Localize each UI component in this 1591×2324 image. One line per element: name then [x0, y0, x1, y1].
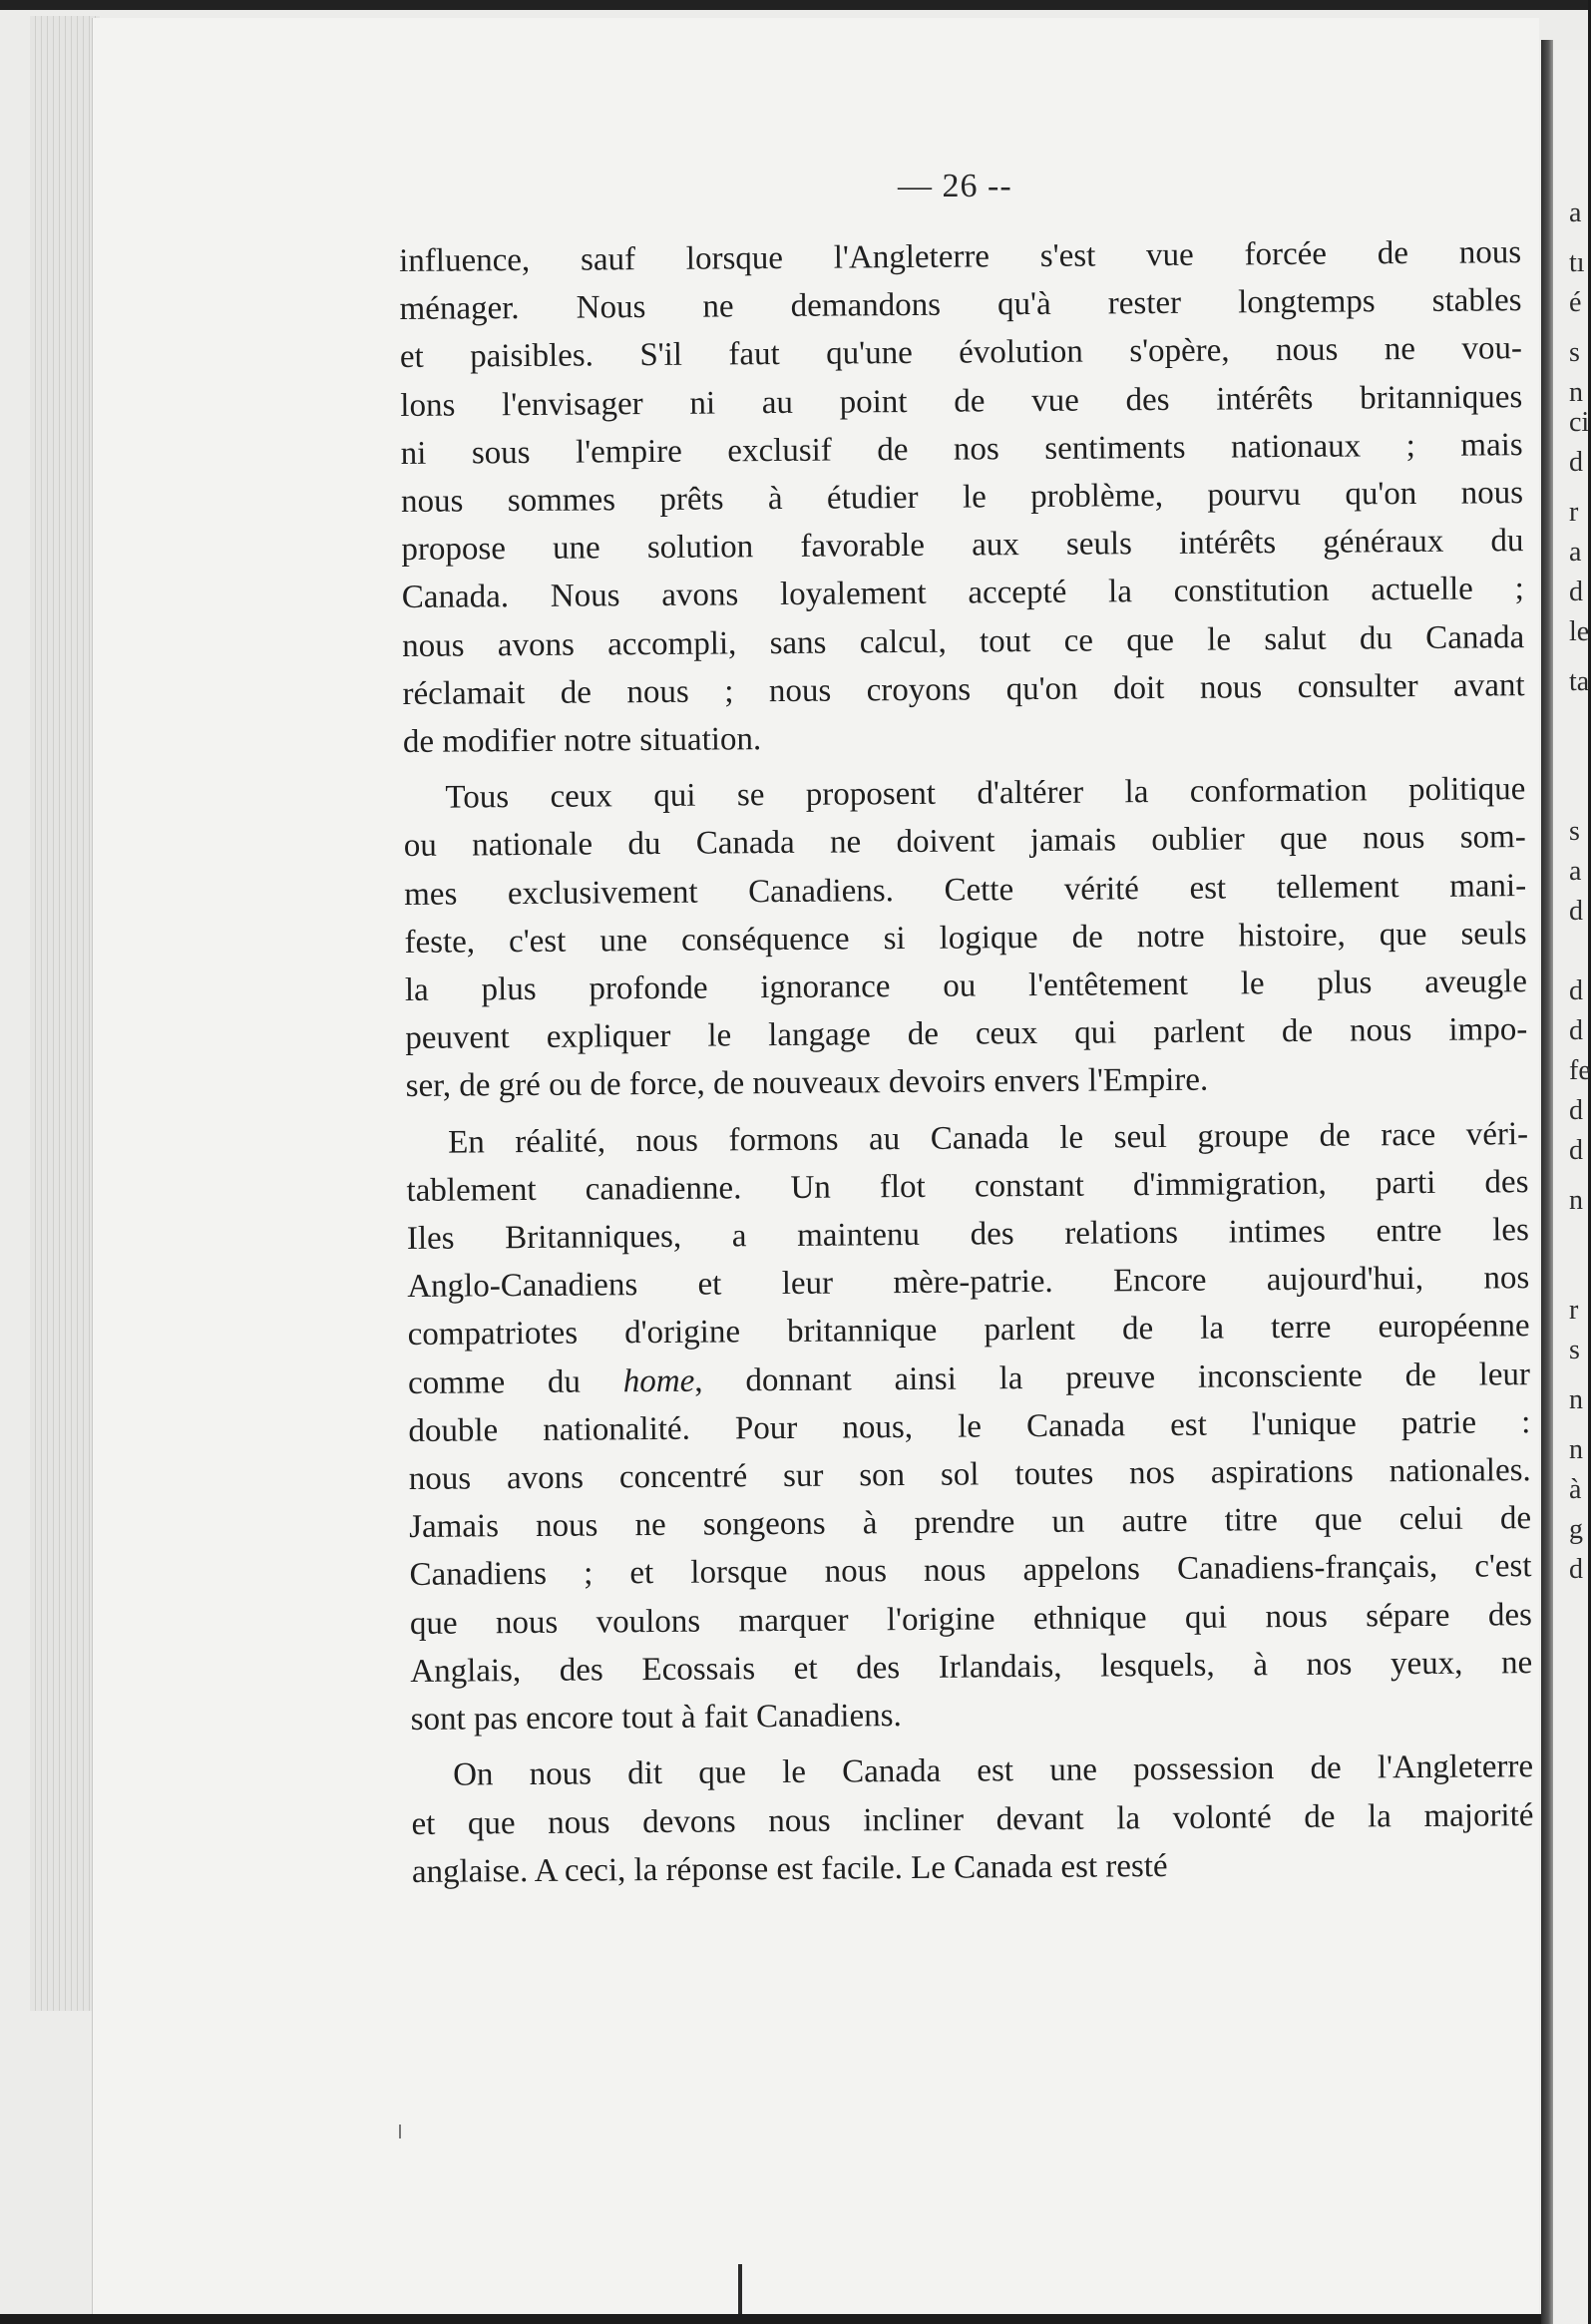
facing-page-letter: r — [1569, 497, 1579, 528]
facing-page-letter: ci — [1569, 407, 1590, 438]
text-line: nous sommes prêts à étudier le problème, pourvu qu'on nous — [400, 475, 1524, 521]
text-line: de modifier notre situation. — [402, 721, 762, 761]
body-text — [399, 228, 1534, 1904]
margin-mark — [399, 2125, 401, 2138]
text-line: la plus profonde ignorance ou l'entêtement le plus aveugle — [404, 964, 1528, 1009]
text-line: Canada. Nous avons loyalement accepté la constitution actuelle ; — [401, 571, 1524, 616]
facing-page-letter: n — [1569, 1185, 1583, 1216]
facing-page-letter: à — [1569, 1474, 1582, 1505]
facing-page-letter: r — [1569, 1295, 1579, 1326]
book-spine — [1541, 40, 1553, 2324]
page-number: — 26 -- — [898, 168, 1012, 204]
text-line: peuvent expliquer le langage de ceux qui parlent de nous impo- — [405, 1011, 1528, 1057]
text-line: Canadiens ; et lorsque nous nous appelons Canadiens-français, c'est — [409, 1548, 1532, 1594]
text-line: et paisibles. S'il faut qu'une évolution s'opère, nous ne vou- — [399, 330, 1523, 376]
facing-page-letter: n — [1569, 377, 1583, 408]
facing-page-letter: a — [1569, 197, 1582, 228]
facing-page-letter: g — [1569, 1514, 1583, 1545]
facing-page-letter: d — [1569, 1015, 1583, 1046]
text-line: On nous dit que le Canada est une possession de l'Angleterre — [452, 1748, 1534, 1793]
text-line: Anglo-Canadiens et leur mère-patrie. Encore aujourd'hui, nos — [407, 1260, 1530, 1306]
facing-page-letter: le — [1569, 616, 1590, 647]
paragraph — [399, 228, 1525, 766]
paragraph — [403, 765, 1528, 1110]
text-line: sont pas encore tout à fait Canadiens. — [410, 1698, 902, 1739]
facing-page-letter: d — [1569, 975, 1583, 1006]
facing-page-letter: s — [1569, 1335, 1580, 1365]
facing-page-letter: a — [1569, 537, 1582, 568]
text-line: ou nationale du Canada ne doivent jamais oublier que nous som- — [403, 819, 1526, 865]
text-line: feste, c'est une conséquence si logique de notre histoire, que seuls — [404, 915, 1527, 961]
facing-page-letter: d — [1569, 1554, 1583, 1585]
text-line: Anglais, des Ecossais et des Irlandais, lesquels, à nos yeux, ne — [410, 1645, 1533, 1690]
facing-page-letter: s — [1569, 816, 1580, 847]
text-line: nous avons concentré sur son sol toutes nos aspirations nationales. — [408, 1452, 1531, 1498]
text-line: influence, sauf lorsque l'Angleterre s'est vue forcée de nous — [399, 234, 1522, 279]
text-line: ser, de gré ou de force, de nouveaux devoirs envers l'Empire. — [405, 1062, 1209, 1105]
text-line: Tous ceux qui se proposent d'altérer la conformation politique — [445, 771, 1526, 816]
text-line: compatriotes d'origine britannique parlent de la terre européenne — [407, 1308, 1530, 1354]
text-line: lons l'envisager ni au point de vue des intérêts britanniques — [400, 378, 1523, 424]
text-line: tablement canadienne. Un flot constant d'immigration, parti des — [406, 1163, 1529, 1209]
facing-page-letter: s — [1569, 337, 1580, 368]
facing-page-letter: ta — [1569, 666, 1590, 697]
text-line: En réalité, nous formons au Canada le seul groupe de race véri- — [447, 1115, 1529, 1161]
facing-page-letter: n — [1569, 1434, 1583, 1465]
facing-page-letter: n — [1569, 1384, 1583, 1415]
text-line: anglaise. A ceci, la réponse est facile. Le Canada est resté — [411, 1847, 1168, 1890]
facing-page-letter: d — [1569, 447, 1583, 478]
facing-page-letter: fe — [1569, 1055, 1591, 1086]
text-line: mes exclusivement Canadiens. Cette vérité est tellement mani- — [404, 867, 1527, 913]
text-line: et que nous devons nous incliner devant la volonté de la majorité — [411, 1796, 1534, 1842]
text-line: réclamait de nous ; nous croyons qu'on doit nous consulter avant — [402, 666, 1525, 712]
page-edges-stack — [30, 16, 100, 2011]
facing-page-letter: tı — [1569, 247, 1585, 278]
facing-page-edge — [1553, 50, 1591, 2324]
facing-page-letter: a — [1569, 856, 1582, 887]
text-line: ménager. Nous ne demandons qu'à rester longtemps stables — [399, 282, 1522, 328]
facing-page-letter: d — [1569, 896, 1583, 927]
text-line: double nationalité. Pour nous, le Canada est l'unique patrie : — [408, 1404, 1531, 1449]
text-line: comme du home, donnant ainsi la preuve inconsciente de leur — [407, 1356, 1531, 1401]
paragraph — [406, 1110, 1533, 1743]
facing-page-letter: é — [1569, 287, 1582, 318]
text-line: Jamais nous ne songeons à prendre un autre titre que celui de — [409, 1500, 1532, 1546]
italic-word: home — [622, 1362, 695, 1399]
facing-page-letter: d — [1569, 1135, 1583, 1166]
text-line: ni sous l'empire exclusif de nos sentiments nationaux ; mais — [400, 426, 1523, 472]
paragraph — [411, 1743, 1534, 1895]
scan-bottom-shadow — [738, 2264, 742, 2314]
text-line: que nous voulons marquer l'origine ethnique qui nous sépare des — [409, 1596, 1533, 1642]
text-line: nous avons accompli, sans calcul, tout ce que le salut du Canada — [402, 618, 1525, 664]
text-line: Iles Britanniques, a maintenu des relations intimes entre les — [406, 1212, 1529, 1258]
text-line: propose une solution favorable aux seuls intérêts généraux du — [401, 523, 1524, 569]
facing-page-letter: d — [1569, 577, 1583, 607]
facing-page-letter: d — [1569, 1095, 1583, 1126]
